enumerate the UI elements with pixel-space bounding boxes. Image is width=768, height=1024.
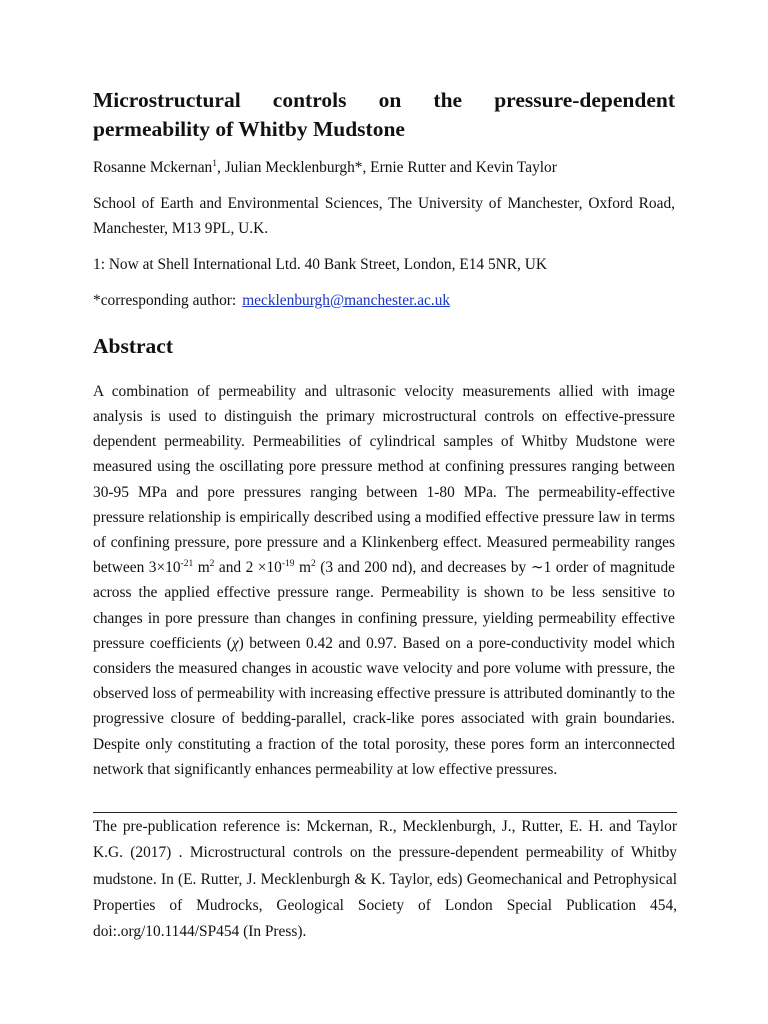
email-link[interactable]: mecklenburgh@manchester.ac.uk — [242, 292, 451, 309]
author-primary: Rosanne Mckernan — [93, 159, 213, 176]
corresponding-author — [93, 289, 675, 313]
abstract-text: A combination of permeability and ultrasonic velocity measurements allied with image analysis is used to distinguish the primary microstructural controls on effective-pressure dependent permeability. Permeabilities of cylindrical samples of Whitby Mudstone were measured using the oscillating pore pressure method at confining pressures ranging between 30-95 MPa and pore pressures ranging between 1-80 MPa. The permeability-effective pressure relationship is empirically described using a modified effective pressure law in terms of confining pressure, pore pressure and a Klinkenberg effect. Measured permeability ranges between $3\times 10^{-21}$ $m^2$ and $2 \times 10^{-19}$ $m^2$ (3 and 200 nd), and decreases by ∼1 order of magnitude across the applied effective pressure range. Permeability is shown to be less sensitive to changes in pore pressure than changes in confining pressure, yielding permeability effective pressure coefficients (χ) between 0.42 and 0.97. Based on a pore-conductivity model which considers the measured changes in acoustic wave velocity and pore volume with pressure, the observed loss of permeability with increasing effective pressure is attributed dominantly to the progressive closure of bedding-parallel, crack-like pores associated with grain boundaries. Despite only constituting a fraction of the total porosity, these pores form an interconnected network that significantly enhances permeability at low effective pressures. — [93, 382, 676, 778]
affiliation-note: 1: Now at Shell International Ltd. 40 Bank Street, London, E14 5NR, UK — [93, 256, 547, 273]
author-others: , Julian Mecklenburgh*, Ernie Rutter and Kevin Taylor — [217, 159, 557, 176]
abstract-heading: Abstract — [93, 334, 174, 358]
author-list — [93, 156, 675, 180]
publication-note: The pre-publication reference is: Mckernan, R., Mecklenburgh, J., Rutter, E. H. and Taylor K.G. (2017) . Microstructural controls on the pressure-dependent permeability of Whitby mudstone. In (E. Rutter, J. Mecklenburgh & K. Taylor, eds) Geomechanical and Petrophysical Properties of Mudrocks, Geological Society of London Special Publication 454, doi:.org/10.1144/SP454 (In Press). — [93, 812, 677, 945]
affiliation: School of Earth and Environmental Sciences, The University of Manchester, Oxford Road, Manchester, M13 9PL, U.K. — [93, 195, 675, 237]
paper-title: Microstructural controls on the pressure-dependent permeability of Whitby Mudstone — [93, 88, 675, 141]
paper-page — [93, 86, 675, 946]
chi-symbol: χ — [231, 634, 239, 652]
corresponding-label: *corresponding author: — [93, 292, 237, 309]
author-affiliation-mark: 1 — [212, 158, 217, 169]
